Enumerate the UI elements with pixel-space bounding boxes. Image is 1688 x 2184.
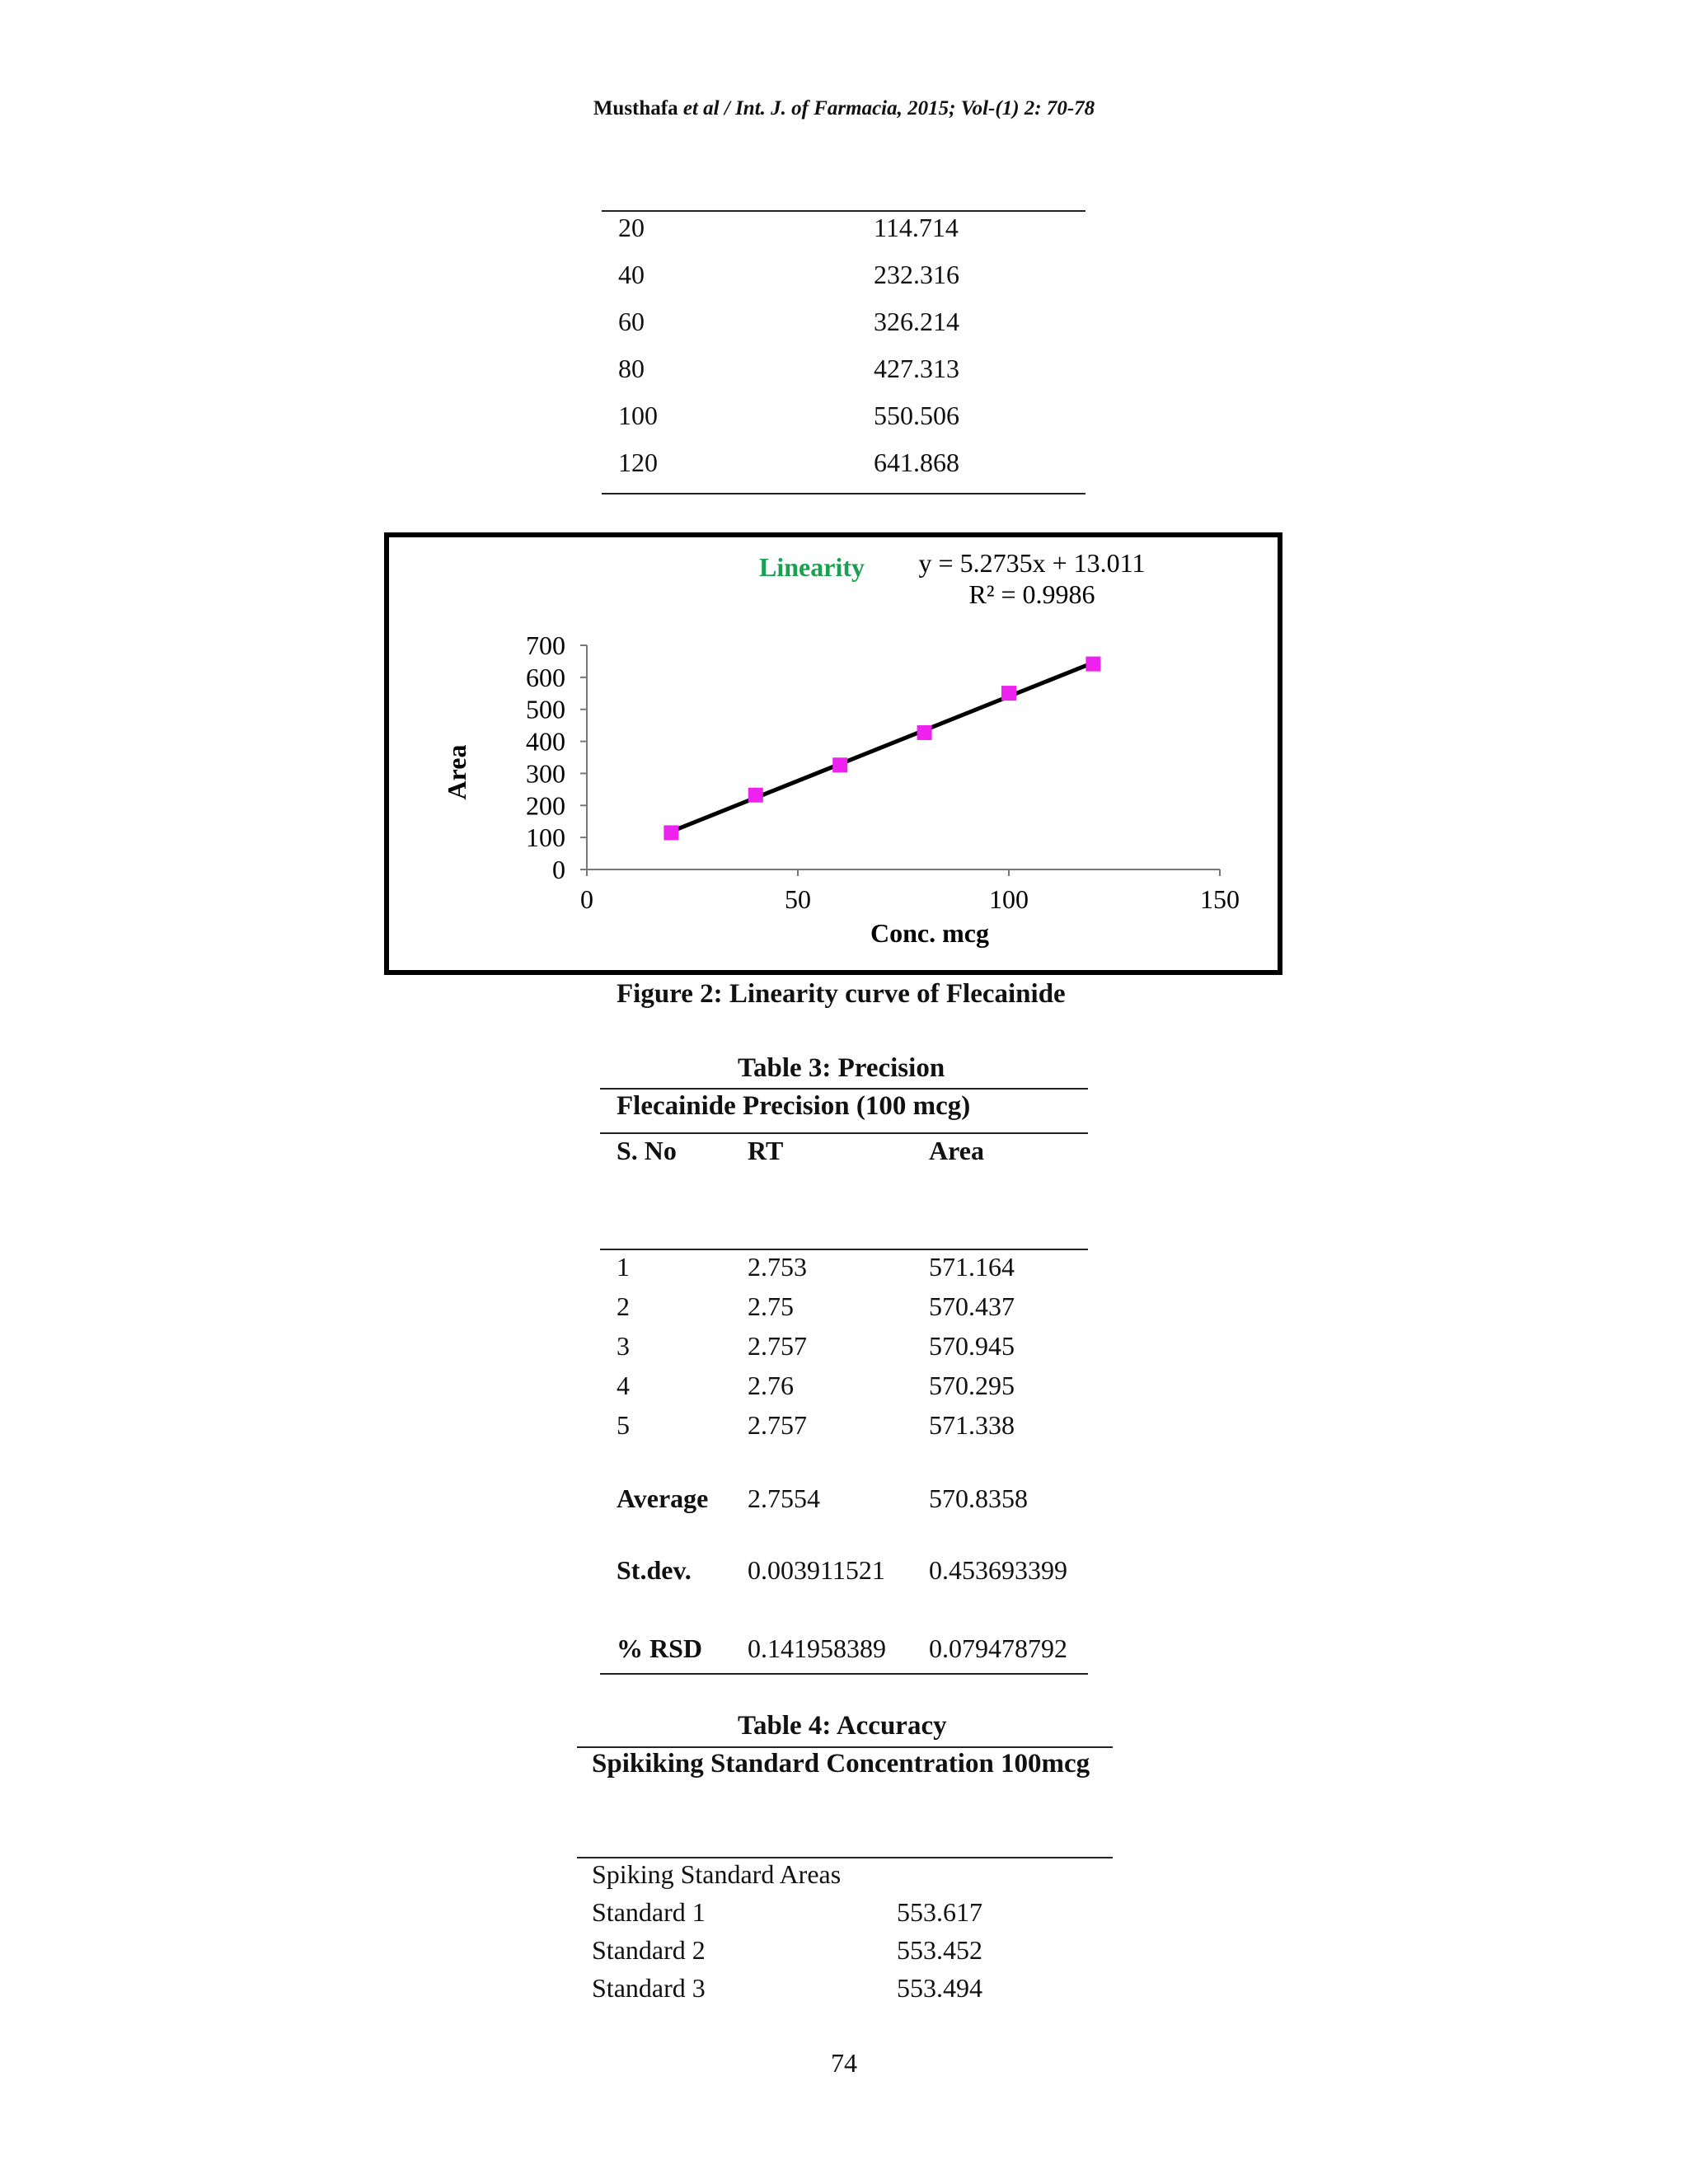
data-point [663,825,678,840]
data-point [832,757,847,772]
y-tick-label: 100 [526,823,565,853]
table2-area: 550.506 [874,401,959,430]
y-tick-label: 0 [552,855,565,884]
y-axis-label: Area [442,744,471,800]
average-label: Average [617,1483,709,1513]
table2-conc: 120 [618,448,658,477]
table4-subtitle: Spikiking Standard Concentration 100mcg [592,1749,1090,1779]
table4-rule-1 [577,1746,1113,1748]
table2-area: 326.214 [874,307,959,336]
table4-label: Standard 3 [592,1973,706,2003]
table3-rt: 2.757 [748,1331,807,1361]
table2-conc: 80 [618,354,645,383]
trendline [671,663,1093,832]
table3-area: 570.295 [929,1371,1015,1400]
trendline-r-squared: R² = 0.9986 [968,579,1095,609]
table3-subtitle: Flecainide Precision (100 mcg) [617,1091,971,1121]
table2-bottom-rule [602,493,1085,494]
table4-value: 553.494 [897,1973,982,2003]
trendline-group [671,663,1093,832]
x-tick-label: 50 [785,884,811,914]
table4-label: Standard 2 [592,1935,706,1965]
table3-rt: 2.757 [748,1410,807,1440]
table3-title: Table 3: Precision [738,1053,945,1083]
linearity-chart-frame [384,532,1282,975]
x-tick-label: 150 [1200,884,1240,914]
page-number: 74 [831,2048,857,2078]
table3-rule-3 [600,1249,1088,1250]
stdev-rt: 0.003911521 [748,1555,885,1585]
stdev-label: St.dev. [617,1555,692,1585]
data-point [748,788,763,803]
table3-area: 571.164 [929,1252,1015,1282]
x-tick-label: 100 [989,884,1029,914]
y-tick-label: 200 [526,790,565,821]
header-author: Musthafa [593,97,678,120]
table3-header-rt: RT [748,1136,784,1165]
x-axis-label: Conc. mcg [870,918,989,948]
data-point [1001,686,1016,701]
table2-conc: 60 [618,307,645,336]
table3-rule-1 [600,1088,1088,1090]
table2-top-rule [602,210,1085,212]
y-tick-label: 400 [526,726,565,757]
table2-area: 114.714 [874,213,959,242]
header-journal: / Int. J. of Farmacia, 2015; Vol-(1) 2: 70-78 [724,97,1095,120]
header-etal: et al [682,97,720,120]
table4-label: Standard 1 [592,1897,706,1927]
table2-conc: 100 [618,401,658,430]
y-tick-label: 500 [526,694,565,724]
average-area: 570.8358 [929,1483,1028,1513]
table3-sno: 4 [617,1371,630,1400]
table3-area: 570.437 [929,1291,1015,1321]
table3-sno: 5 [617,1410,630,1440]
chart-title: Linearity [759,552,865,582]
table2-conc: 40 [618,260,645,289]
table3-sno: 2 [617,1291,630,1321]
trendline-equation: y = 5.2735x + 13.011 [918,548,1146,578]
table3-header-area: Area [929,1136,984,1165]
table2-area: 641.868 [874,448,959,477]
table3-rt: 2.76 [748,1371,794,1400]
data-point [1085,657,1100,672]
stdev-area: 0.453693399 [929,1555,1067,1585]
linearity-chart [389,537,1278,970]
table2-area: 232.316 [874,260,959,289]
rsd-rt: 0.141958389 [748,1633,886,1663]
y-tick-label: 600 [526,662,565,692]
rsd-label: % RSD [617,1633,703,1663]
y-tick-label: 300 [526,758,565,789]
data-point [917,725,932,740]
table3-rule-2 [600,1132,1088,1134]
table3-rt: 2.753 [748,1252,807,1282]
table3-area: 571.338 [929,1410,1015,1440]
table3-sno: 1 [617,1252,630,1282]
figure-caption: Figure 2: Linearity curve of Flecainide [617,979,1066,1009]
x-tick-label: 0 [580,884,593,914]
chart-axes [526,630,1240,914]
table4-value: 553.452 [897,1935,982,1965]
average-rt: 2.7554 [748,1483,820,1513]
running-header [0,97,1688,120]
rsd-area: 0.079478792 [929,1633,1067,1663]
table2-area: 427.313 [874,354,959,383]
table4-section-label: Spiking Standard Areas [592,1859,842,1889]
table3-area: 570.945 [929,1331,1015,1361]
table3-rt: 2.75 [748,1291,794,1321]
table3-sno: 3 [617,1331,630,1361]
table3-bottom-rule [600,1673,1088,1675]
table3-header-sno: S. No [617,1136,677,1165]
y-tick-label: 700 [526,630,565,660]
table4-title: Table 4: Accuracy [738,1711,947,1741]
table4-rule-2 [577,1857,1113,1858]
table4-value: 553.617 [897,1897,982,1927]
table2-conc: 20 [618,213,645,242]
